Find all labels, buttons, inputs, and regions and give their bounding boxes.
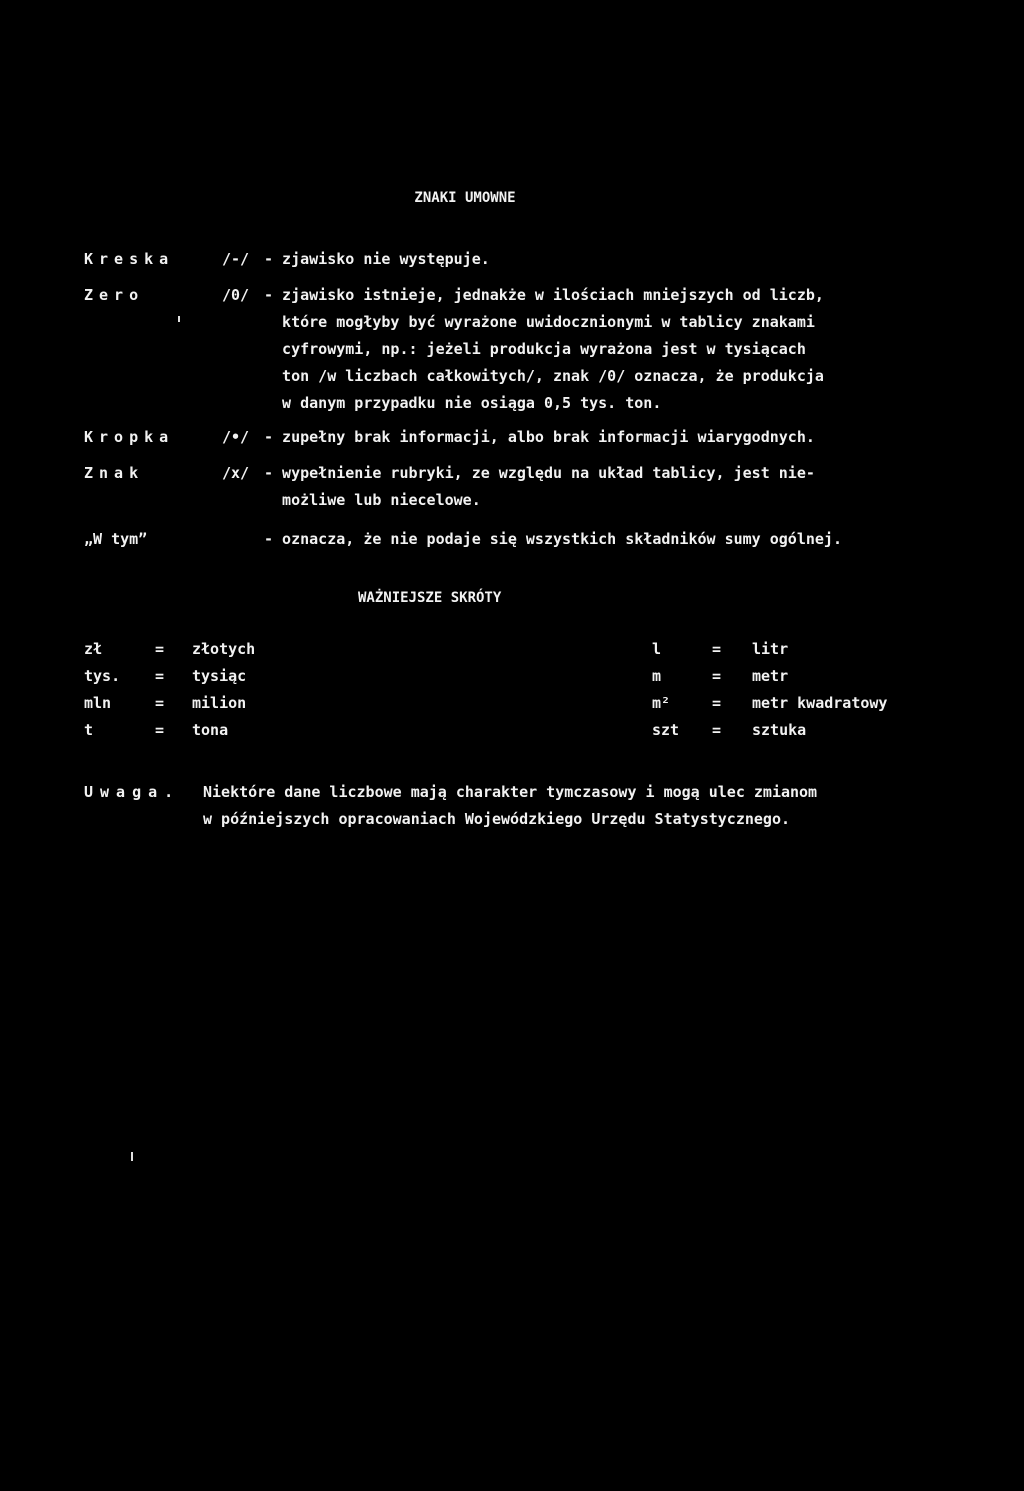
abbr-short: zł	[84, 640, 103, 658]
abbr-meaning: tona	[192, 721, 229, 739]
legend-code-kreska: /-/	[222, 250, 250, 268]
legend-text-zero-3: cyfrowymi, np.: jeżeli produkcja wyrażona jest w tysiącach	[264, 340, 806, 358]
legend-code-znak: /x/	[222, 464, 250, 482]
abbr-short-right: m	[652, 667, 662, 685]
abbr-meaning: tysiąc	[192, 667, 247, 685]
abbreviations-title: WAŻNIEJSZE SKRÓTY	[358, 590, 502, 606]
abbr-meaning-right: litr	[752, 640, 789, 658]
legend-label-znak: Znak	[84, 464, 145, 482]
abbr-equals-right: =	[712, 667, 722, 685]
legend-text-zero-5: w danym przypadku nie osiąga 0,5 tys. ton.	[264, 394, 662, 412]
abbr-meaning-right: sztuka	[752, 721, 807, 739]
abbr-equals: =	[155, 640, 165, 658]
note-text-2: w późniejszych opracowaniach Wojewódzkiego Urzędu Statystycznego.	[203, 810, 790, 828]
scan-speck	[131, 1152, 133, 1161]
abbr-equals: =	[155, 667, 165, 685]
note-text-1: Niektóre dane liczbowe mają charakter tymczasowy i mogą ulec zmianom	[203, 783, 818, 801]
legend-text-zero-1: - zjawisko istnieje, jednakże w ilościach mniejszych od liczb,	[264, 286, 824, 304]
legend-label-kreska: Kreska	[84, 250, 175, 268]
abbr-meaning-right: metr kwadratowy	[752, 694, 888, 712]
abbr-meaning-right: metr	[752, 667, 789, 685]
legend-code-zero: /0/	[222, 286, 250, 304]
legend-text-znak-2: możliwe lub niecelowe.	[264, 491, 481, 509]
abbr-short-right: szt	[652, 721, 680, 739]
abbr-equals-right: =	[712, 640, 722, 658]
legend-label-kropka: Kropka	[84, 428, 175, 446]
note-label: Uwaga.	[84, 783, 181, 801]
legend-text-kropka-1: - zupełny brak informacji, albo brak informacji wiarygodnych.	[264, 428, 815, 446]
page-title: ZNAKI UMOWNE	[414, 190, 516, 206]
abbr-short-right: l	[652, 640, 662, 658]
abbr-short: t	[84, 721, 94, 739]
legend-text-zero-4: ton /w liczbach całkowitych/, znak /0/ oznacza, że produkcja	[264, 367, 824, 385]
legend-text-kreska-1: - zjawisko nie występuje.	[264, 250, 490, 268]
legend-label-wtym: „W tym”	[84, 530, 148, 548]
abbr-short: tys.	[84, 667, 121, 685]
legend-code-kropka: /•/	[222, 428, 250, 446]
legend-text-znak-1: - wypełnienie rubryki, ze względu na układ tablicy, jest nie-	[264, 464, 815, 482]
legend-text-zero-2: które mogłyby być wyrażone uwidocznionymi w tablicy znakami	[264, 313, 815, 331]
scan-speck	[178, 316, 180, 322]
abbr-equals: =	[155, 721, 165, 739]
abbr-meaning: milion	[192, 694, 247, 712]
abbr-meaning: złotych	[192, 640, 256, 658]
abbr-equals-right: =	[712, 721, 722, 739]
abbr-equals-right: =	[712, 694, 722, 712]
legend-text-wtym-1: - oznacza, że nie podaje się wszystkich składników sumy ogólnej.	[264, 530, 842, 548]
abbr-short: mln	[84, 694, 112, 712]
legend-label-zero: Zero	[84, 286, 145, 304]
abbr-equals: =	[155, 694, 165, 712]
abbr-short-right: m²	[652, 694, 671, 712]
